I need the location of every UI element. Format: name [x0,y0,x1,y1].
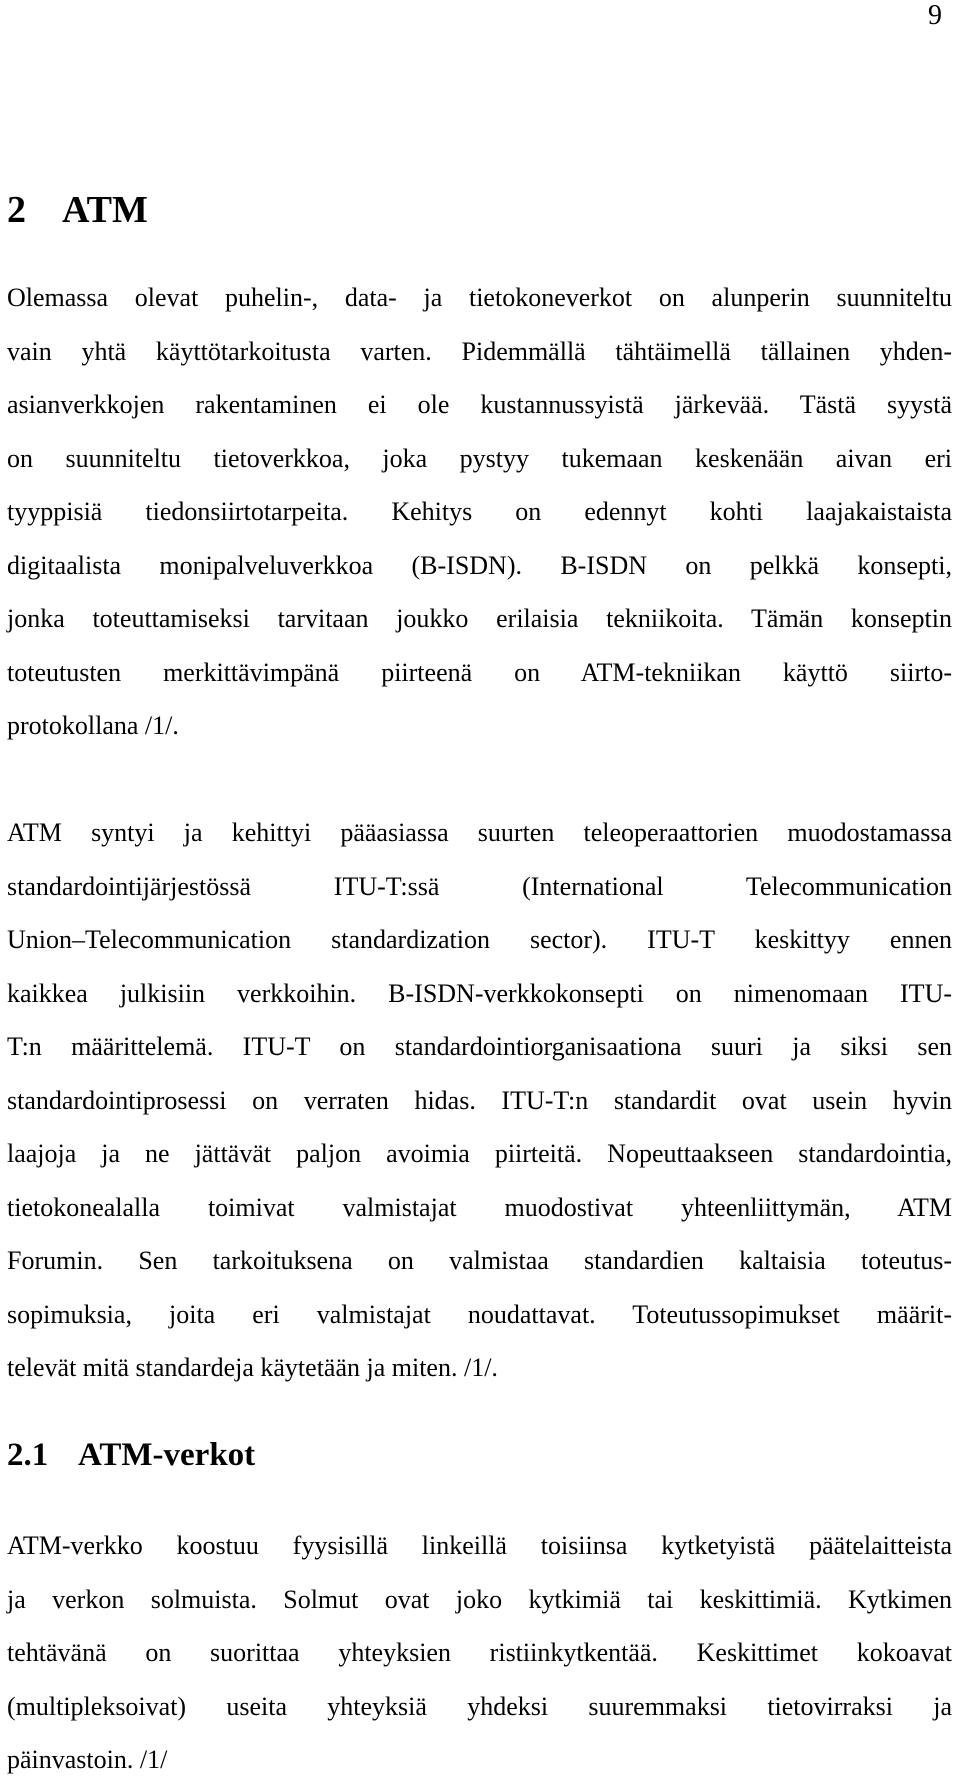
text-line: asianverkkojen rakentaminen ei ole kustannussyistä järkevää. Tästä syystä [7,390,952,419]
text-line: standardointijärjestössä ITU-T:ssä (International Telecommunication [7,871,952,901]
paragraph-intro [7,271,952,753]
text-line: Olemassa olevat puhelin-, data- ja tietokoneverkot on alunperin suunniteltu [7,283,952,312]
chapter-title: ATM [62,189,148,231]
text-line: laajoja ja ne jättävät paljon avoimia piirteitä. Nopeuttaakseen standardointia, [7,1139,952,1168]
section-heading [7,1434,255,1476]
text-line: T:n määrittelemä. ITU-T on standardointiorganisaationa suuri ja siksi sen [7,1032,952,1061]
text-line: ja verkon solmuista. Solmut ovat joko kytkimiä tai keskittimiä. Kytkimen [7,1584,952,1614]
chapter-number: 2 [7,189,26,231]
paragraph-atm-history [7,806,952,1395]
text-line: tehtävänä on suorittaa yhteyksien ristiinkytkentää. Keskittimet kokoavat [7,1638,952,1667]
text-line: vain yhtä käyttötarkoitusta varten. Pidemmällä tähtäimellä tällainen yhden- [7,336,952,366]
text-line: protokollana /1/. [7,711,179,740]
text-line: digitaalista monipalveluverkkoa (B-ISDN). B-ISDN on pelkkä konsepti, [7,550,952,580]
text-line: Union–Telecommunication standardization sector). ITU-T keskittyy ennen [7,925,952,954]
page-number: 9 [928,0,942,31]
text-line: kaikkea julkisiin verkkoihin. B-ISDN-verkkokonsepti on nimenomaan ITU- [7,978,952,1008]
section-title: ATM-verkot [78,1437,256,1473]
text-line: standardointiprosessi on verraten hidas. ITU-T:n standardit ovat usein hyvin [7,1085,952,1115]
text-line: jonka toteuttamiseksi tarvitaan joukko erilaisia tekniikoita. Tämän konseptin [7,604,952,633]
text-line: on suunniteltu tietoverkkoa, joka pystyy tukemaan keskenään aivan eri [7,443,952,473]
section-number: 2.1 [7,1437,49,1473]
text-line: (multipleksoivat) useita yhteyksiä yhdeksi suuremmaksi tietovirraksi ja [7,1691,952,1721]
text-line: sopimuksia, joita eri valmistajat noudattavat. Toteutussopimukset määrit- [7,1299,952,1329]
text-line: tietokonealalla toimivat valmistajat muodostivat yhteenliittymän, ATM [7,1192,952,1222]
paragraph-atm-networks [7,1519,952,1787]
text-line: televät mitä standardeja käytetään ja miten. /1/. [7,1353,498,1382]
text-line: toteutusten merkittävimpänä piirteenä on ATM-tekniikan käyttö siirto- [7,657,952,687]
chapter-heading [7,186,148,234]
text-line: ATM syntyi ja kehittyi pääasiassa suurten teleoperaattorien muodostamassa [7,818,952,847]
text-line: tyyppisiä tiedonsiirtotarpeita. Kehitys on edennyt kohti laajakaistaista [7,497,952,526]
text-line: päinvastoin. /1/ [7,1745,168,1774]
text-line: ATM-verkko koostuu fyysisillä linkeillä toisiinsa kytketyistä päätelaitteista [7,1531,952,1560]
text-line: Forumin. Sen tarkoituksena on valmistaa standardien kaltaisia toteutus- [7,1246,952,1275]
